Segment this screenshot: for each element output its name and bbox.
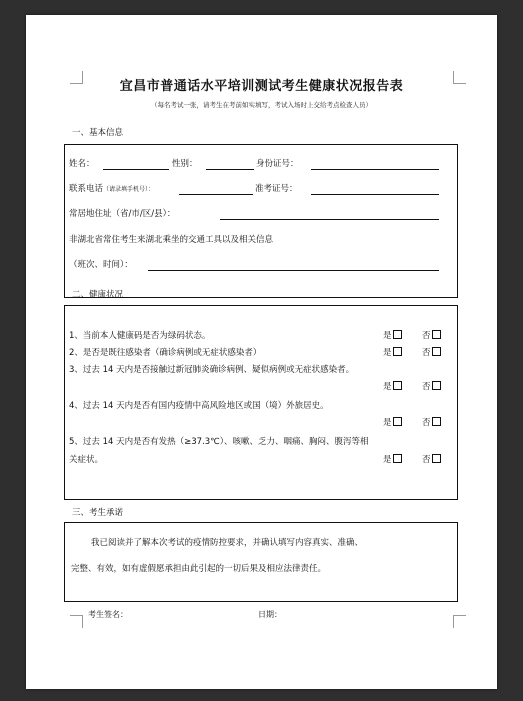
- yes-label: 是: [383, 382, 392, 392]
- no-label: 否: [422, 331, 431, 341]
- yes-checkbox[interactable]: [393, 381, 402, 390]
- question-5: 5、过去 14 天内是否有发热（≥37.3℃）、咳嗽、乏力、咽痛、胸闷、腹泻等相: [69, 437, 369, 447]
- transport-info-label: 非湖北省常住考生来湖北乘坐的交通工具以及相关信息: [69, 235, 274, 245]
- no-checkbox[interactable]: [432, 347, 441, 356]
- answer-4-no: [422, 416, 441, 428]
- id-number-field[interactable]: [311, 169, 439, 170]
- yes-label: 是: [383, 418, 392, 428]
- question-1: 1、当前本人健康码是否为绿码状态。: [69, 331, 211, 341]
- yes-checkbox[interactable]: [393, 417, 402, 426]
- margin-corner-mark: [453, 615, 466, 628]
- exam-number-label: 准考证号：: [255, 184, 298, 194]
- yes-checkbox[interactable]: [393, 347, 402, 356]
- name-label: 姓名：: [69, 159, 95, 169]
- no-label: 否: [422, 348, 431, 358]
- answer-5-no: [422, 453, 441, 465]
- no-checkbox[interactable]: [432, 330, 441, 339]
- margin-corner-mark: [70, 615, 83, 628]
- yes-label: 是: [383, 455, 392, 465]
- question-5-continued: 关症状。: [69, 455, 104, 465]
- trip-info-label: （班次、时间）：: [69, 260, 133, 270]
- signature-label: 考生签名：: [88, 610, 128, 619]
- trip-info-field[interactable]: [148, 270, 439, 271]
- phone-label-text: 联系电话: [69, 184, 104, 194]
- address-label: 常居地住址（省/市/区/县）：: [69, 209, 176, 219]
- answer-2: [383, 346, 402, 358]
- yes-label: 是: [383, 331, 392, 341]
- phone-label: [69, 182, 154, 194]
- yes-checkbox[interactable]: [393, 454, 402, 463]
- section-pledge-heading: 三、考生承诺: [72, 508, 124, 518]
- question-3: 3、过去 14 天内是否接触过新冠肺炎确诊病例、疑似病例或无症状感染者。: [69, 365, 355, 375]
- phone-label-note: （请录填手机号）：: [103, 186, 155, 193]
- gender-label: 性别：: [172, 159, 198, 169]
- section-basic-info-heading: 一、基本信息: [72, 128, 124, 138]
- answer-5: [383, 453, 402, 465]
- answer-1-no: [422, 329, 441, 341]
- section-health-heading: 二、健康状况: [72, 290, 124, 300]
- answer-3-no: [422, 380, 441, 392]
- yes-label: 是: [383, 348, 392, 358]
- gender-field[interactable]: [206, 169, 254, 170]
- pledge-line-2: 完整、有效，如有虚假愿承担由此引起的一切后果及相应法律责任。: [71, 564, 327, 574]
- no-label: 否: [422, 382, 431, 392]
- phone-field[interactable]: [179, 194, 253, 195]
- answer-4: [383, 416, 402, 428]
- no-checkbox[interactable]: [432, 381, 441, 390]
- pledge-line-1: 我已阅读并了解本次考试的疫情防控要求，并确认填写内容真实、准确、: [91, 538, 364, 548]
- exam-number-field[interactable]: [311, 194, 439, 195]
- question-4: 4、过去 14 天内是否有国内疫情中高风险地区或国（境）外旅居史。: [69, 401, 329, 411]
- document-title: 宜昌市普通话水平培训测试考生健康状况报告表: [119, 79, 404, 94]
- question-2: 2、是否是既往感染者（确诊病例或无症状感染者）: [69, 348, 262, 358]
- yes-checkbox[interactable]: [393, 330, 402, 339]
- document-page: [26, 15, 497, 689]
- document-subtitle: （每名考试一张，请考生在考前如实填写，考试入场时上交给考点检查人员）: [151, 101, 372, 109]
- no-checkbox[interactable]: [432, 454, 441, 463]
- address-field[interactable]: [220, 219, 439, 220]
- no-checkbox[interactable]: [432, 417, 441, 426]
- id-number-label: 身份证号：: [256, 159, 299, 169]
- answer-3: [383, 380, 402, 392]
- no-label: 否: [422, 455, 431, 465]
- no-label: 否: [422, 418, 431, 428]
- name-field[interactable]: [103, 169, 169, 170]
- answer-1: [383, 329, 402, 341]
- answer-2-no: [422, 346, 441, 358]
- basic-info-box: [64, 144, 458, 298]
- date-label: 日期：: [258, 610, 282, 619]
